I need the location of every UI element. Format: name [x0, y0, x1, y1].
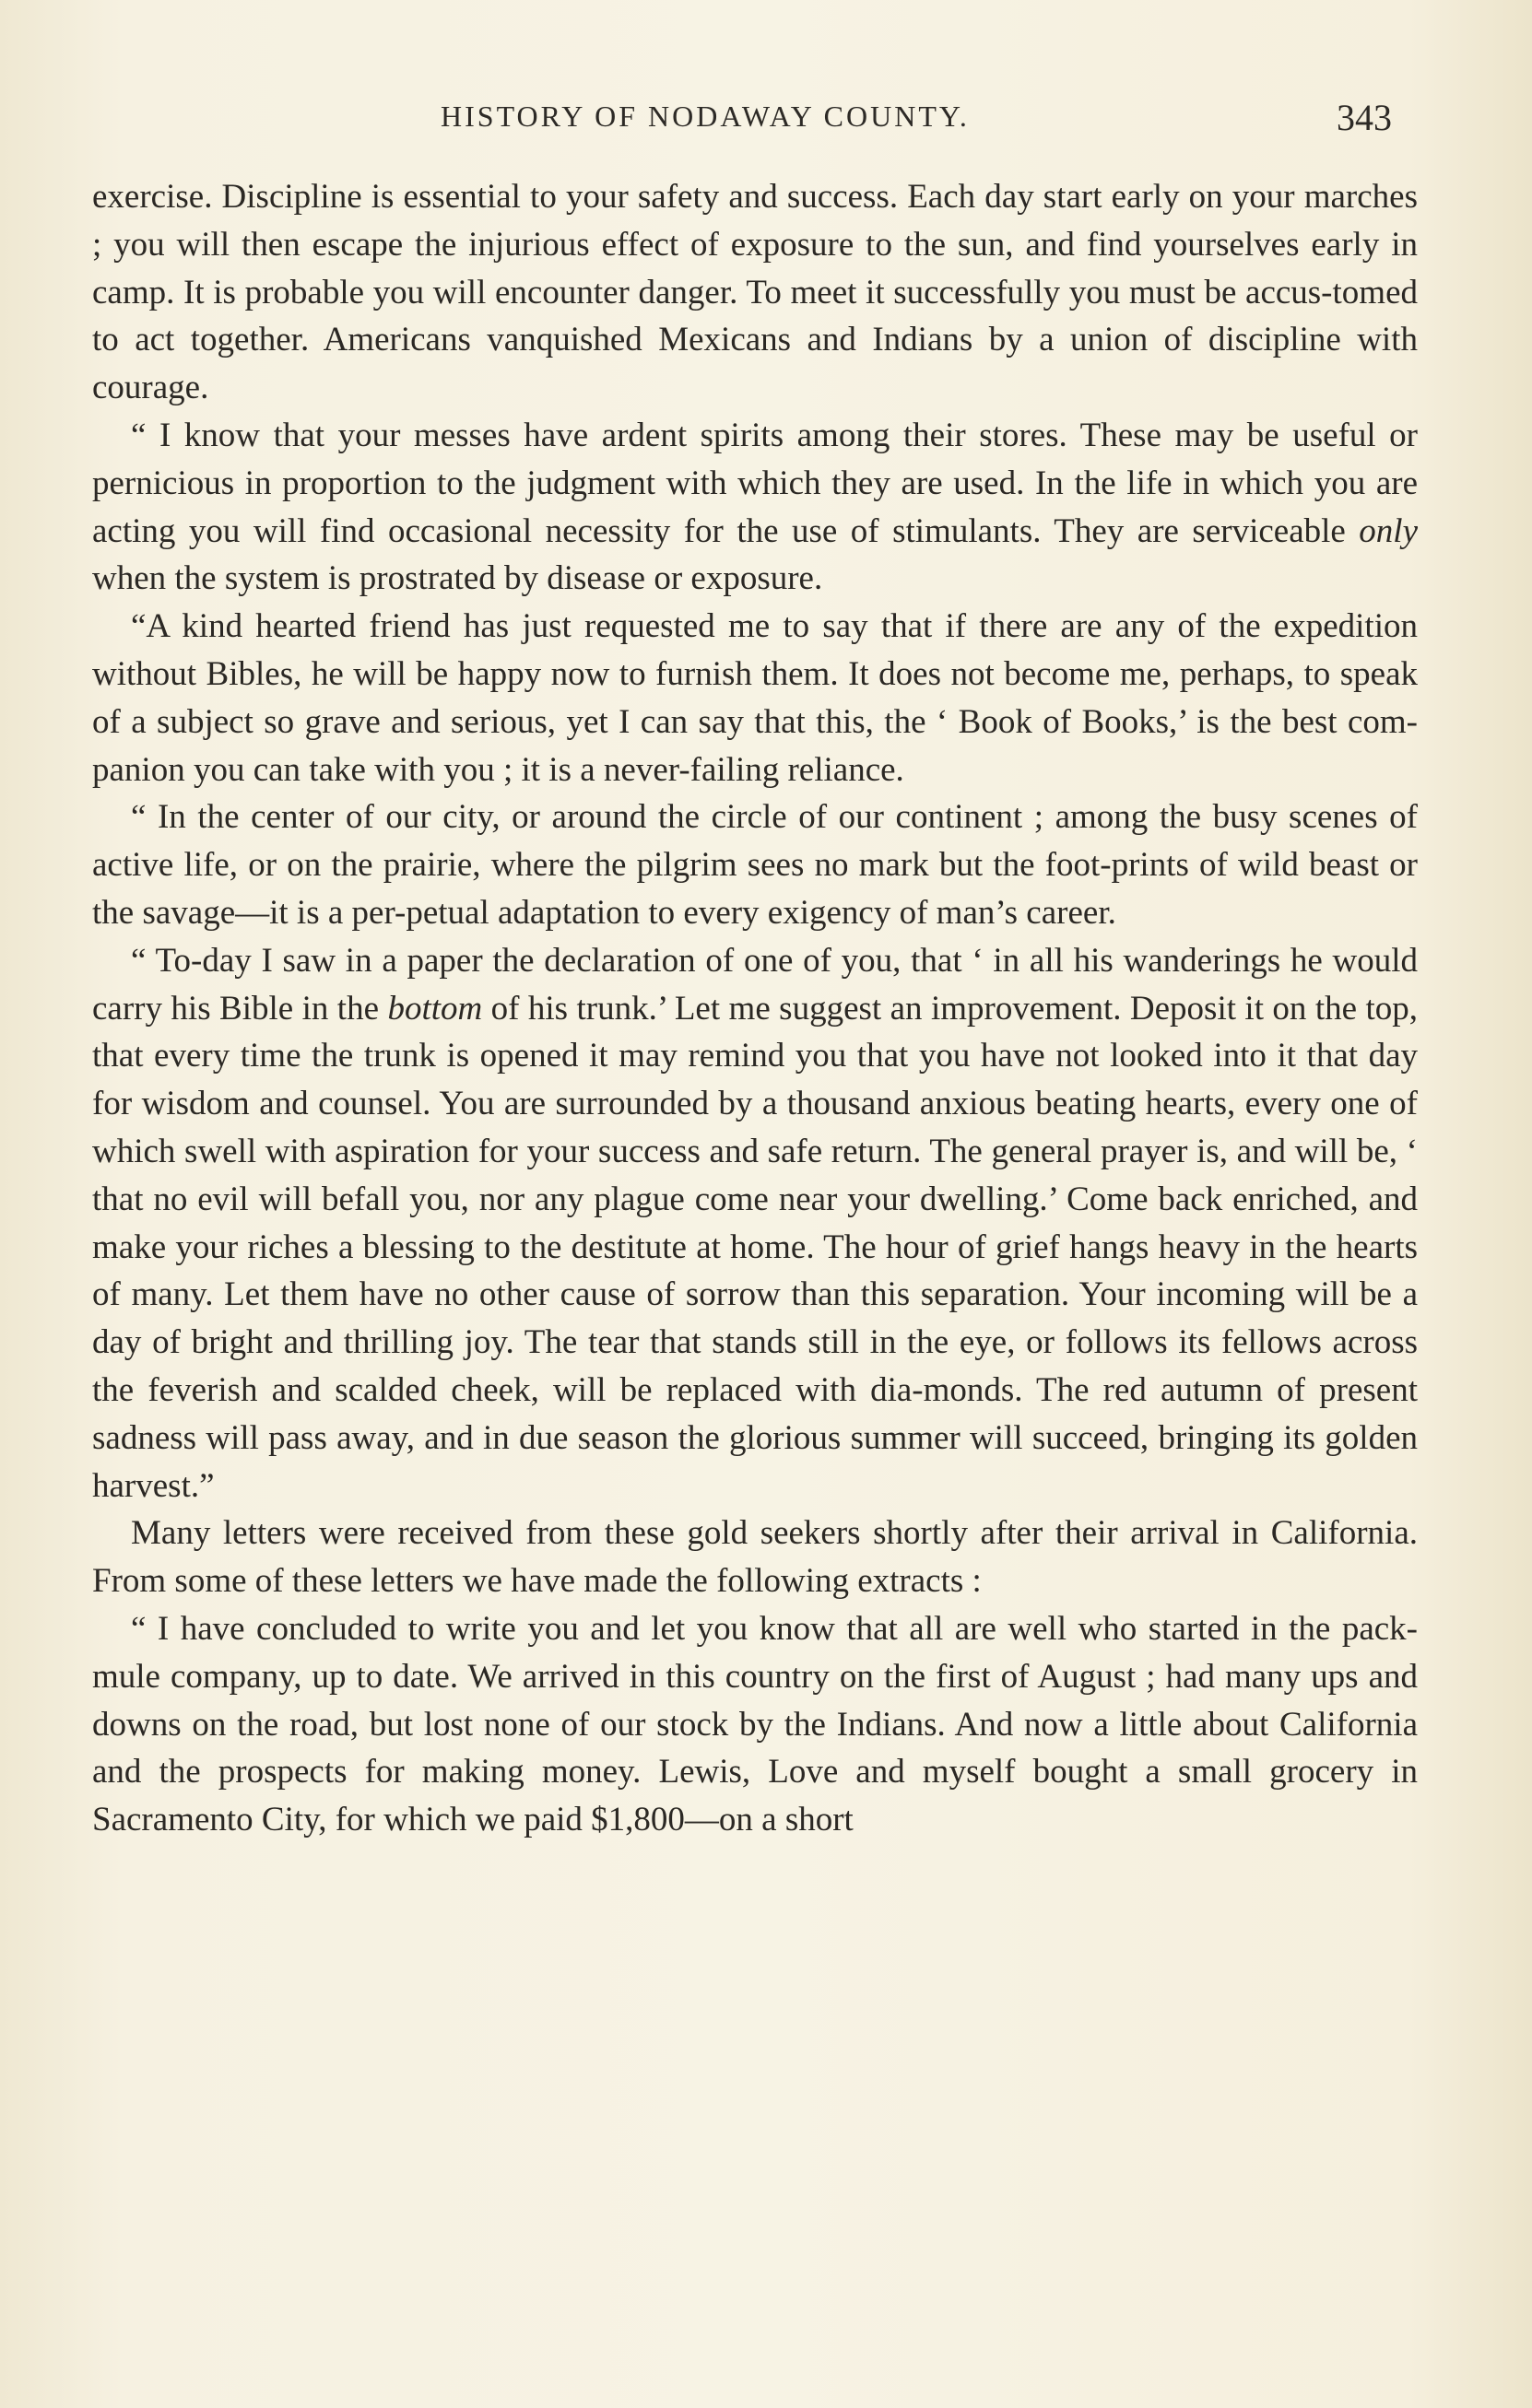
- paragraph-text: Many letters were received from these gold seekers shortly after their arrival in California. From some of these letters we have made the following extracts :: [92, 1514, 1418, 1601]
- paragraph-6: [92, 1509, 1418, 1605]
- italic-emphasis: only: [1359, 511, 1418, 550]
- page-header: [0, 92, 1532, 147]
- body-text: [92, 173, 1418, 1844]
- paragraph-text: “ To-day I saw in a paper the declaration of one of you, that ‘ in all his wanderings he would carry his Bible in the: [92, 941, 1418, 1028]
- paragraph-1: [92, 173, 1418, 412]
- paragraph-7: [92, 1605, 1418, 1844]
- paragraph-2: [92, 412, 1418, 603]
- paragraph-text: “ In the center of our city, or around the circle of our continent ; among the busy scenes of active life, or on the prairie, where the pilgrim sees no mark but the foot-prints of wild beast or the savage—it is a per-petual adaptation to every exigency of man’s career.: [92, 798, 1418, 932]
- paragraph-5: [92, 937, 1418, 1510]
- paragraph-text: exercise. Discipline is essential to your safety and success. Each day start early on your marches ; you will then escape the injurious effect of exposure to the sun, and find yourselves early in camp. It is probable you will encounter danger. To meet it successfully you must be accus-tomed to act together. Americans vanquished Mexicans and Indians by a union of discipline with courage.: [92, 178, 1418, 407]
- paragraph-text: “ I have concluded to write you and let you know that all are well who started in the pack-mule company, up to date. We arrived in this country on the first of August ; had many ups and downs on the road, but lost none of our stock by the Indians. And now a little about California and the prospects for making money. Lewis, Love and myself bought a small grocery in Sacramento City, for which we paid $1,800—on a short: [92, 1609, 1418, 1839]
- paragraph-4: [92, 793, 1418, 936]
- paragraph-3: [92, 603, 1418, 793]
- italic-emphasis: bottom: [387, 989, 483, 1028]
- paragraph-text: when the system is prostrated by disease or exposure.: [92, 559, 823, 598]
- paragraph-text: “ I know that your messes have ardent spirits among their stores. These may be useful or pernicious in proportion to the judgment with which they are used. In the life in which you are acting you will find occasional necessity for the use of stimulants. They are serviceable: [92, 416, 1418, 550]
- paragraph-text: “A kind hearted friend has just requested me to say that if there are any of the expedition without Bibles, he will be happy now to furnish them. It does not become me, perhaps, to speak of a subject so grave and serious, yet I can say that this, the ‘ Book of Books,’ is the best com-panion you can take with you ; it is a never-failing reliance.: [92, 607, 1418, 789]
- running-head: HISTORY OF NODAWAY COUNTY.: [441, 100, 970, 133]
- paragraph-text: of his trunk.’ Let me suggest an improvement. Deposit it on the top, that every time the trunk is opened it may remind you that you have not looked into it that day for wisdom and counsel. You are surrounded by a thousand anxious beating hearts, every one of which swell with aspiration for your success and safe return. The general prayer is, and will be, ‘ that no evil will befall you, nor any plague come near your dwelling.’ Come back enriched, and make your riches a blessing to the destitute at home. The hour of grief hangs heavy in the hearts of many. Let them have no other cause of sorrow than this separation. Your incoming will be a day of bright and thrilling joy. The tear that stands still in the eye, or follows its fellows across the feverish and scalded cheek, will be replaced with dia-monds. The red autumn of present sadness will pass away, and in due season the glorious summer will succeed, bringing its golden harvest.”: [92, 989, 1418, 1505]
- page-number: 343: [1337, 97, 1392, 138]
